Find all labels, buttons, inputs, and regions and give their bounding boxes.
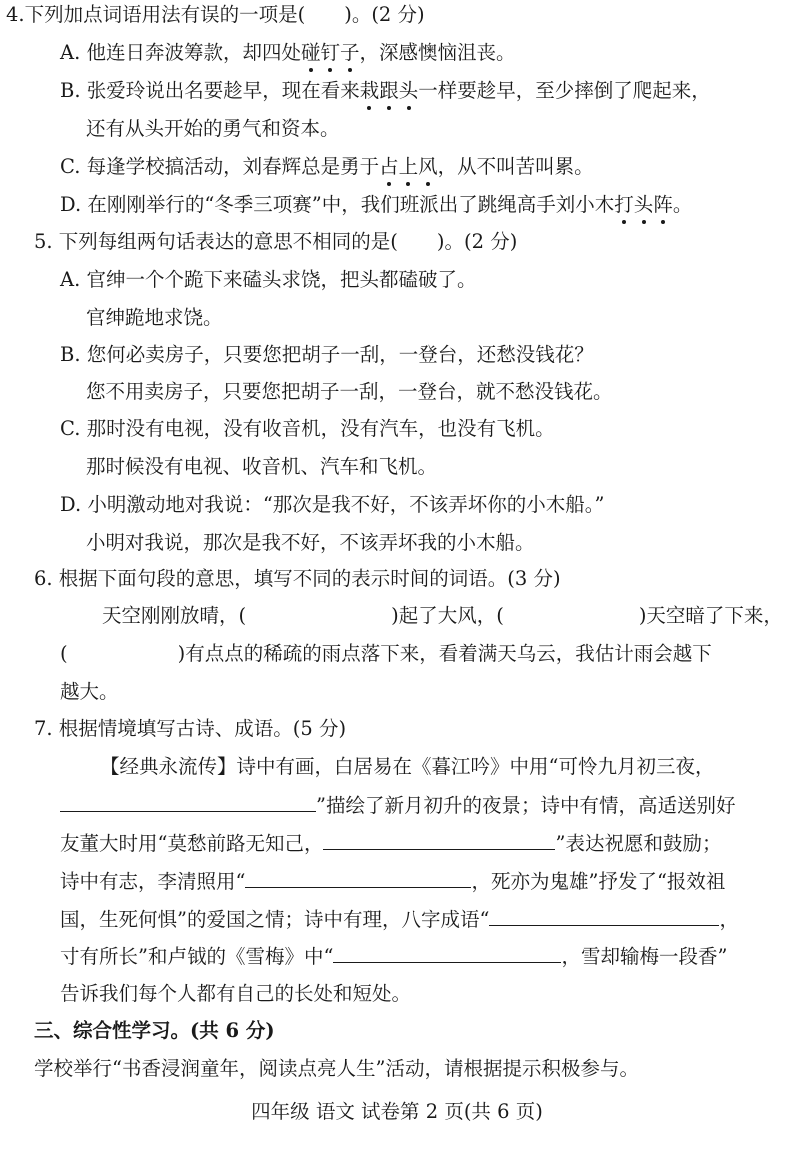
q7-line-2: ”描绘了新月初升的夜景；诗中有情，高适送别好 [60,793,735,818]
q5-option-d2: 小明对我说，那次是我不好，不该弄坏我的小木船。 [86,531,535,554]
q4-stem: 4.下列加点词语用法有误的一项是( )。(2 分) [6,3,425,26]
q7-line-1: 【经典永流传】诗中有画，白居易在《暮江吟》中用“可怜九月初三夜， [100,755,715,778]
q7-line-4: 诗中有志，李清照用“ ，死亦为鬼雄”抒发了“报效祖 [60,870,726,893]
section-3-intro: 学校举行“书香浸润童年，阅读点亮人生”活动，请根据提示积极参与。 [34,1057,639,1080]
page-footer: 四年级 语文 试卷第 2 页(共 6 页) [251,1100,543,1123]
q4-option-d: D. 在刚刚举行的“冬季三项赛”中，我们班派出了跳绳高手刘小木打头阵。 [60,193,693,216]
q7-line-3: 友董大时用“莫愁前路无知己， ”表达祝愿和鼓励； [60,832,722,855]
q5-option-a2: 官绅跪地求饶。 [86,306,223,329]
answer-blank-4[interactable] [489,907,719,926]
q5-option-a1: A. 官绅一个个跪下来磕头求饶，把头都磕破了。 [60,268,477,291]
answer-blank-5[interactable] [333,944,561,963]
q6-stem: 6. 根据下面句段的意思，填写不同的表示时间的词语。(3 分) [34,567,561,590]
answer-blank-2[interactable] [323,831,555,850]
q5-option-b1: B. 您何必卖房子，只要您把胡子一刮，一登台，还愁没钱花？ [60,343,594,366]
q5-option-d1: D. 小明激动地对我说：“那次是我不好，不该弄坏你的小木船。” [60,493,605,516]
q6-line-2: ( )有点点的稀疏的雨点落下来，看着满天乌云，我估计雨会越下 [60,642,712,665]
q6-line-1: 天空刚刚放晴，( )起了大风，( )天空暗了下来， [102,604,783,627]
q7-line-7: 告诉我们每个人都有自己的长处和短处。 [60,982,412,1005]
q4-option-b: B. 张爱玲说出名要趁早，现在看来栽跟头一样要趁早，至少摔倒了爬起来， [60,79,711,102]
section-3-title: 三、综合性学习。(共 6 分) [34,1019,275,1042]
answer-blank-3[interactable] [245,869,471,888]
q7-line-6: 寸有所长”和卢钺的《雪梅》中“ ，雪却输梅一段香” [60,945,728,968]
q5-option-c2: 那时候没有电视、收音机、汽车和飞机。 [86,455,438,478]
q4-option-a: A. 他连日奔波筹款，却四处碰钉子，深感懊恼沮丧。 [60,41,516,64]
q7-stem: 7. 根据情境填写古诗、成语。(5 分) [34,717,347,740]
q4-option-c: C. 每逢学校搞活动，刘春辉总是勇于占上风，从不叫苦叫累。 [60,155,594,178]
q5-stem: 5. 下列每组两句话表达的意思不相同的是( )。(2 分) [34,230,518,253]
q7-line-5: 国，生死何惧”的爱国之情；诗中有理，八字成语“ ， [60,908,739,931]
q5-option-b2: 您不用卖房子，只要您把胡子一刮，一登台，就不愁没钱花。 [86,380,613,403]
q4-option-b-cont: 还有从头开始的勇气和资本。 [86,117,340,140]
q5-option-c1: C. 那时没有电视，没有收音机，没有汽车，也没有飞机。 [60,417,555,440]
answer-blank-1[interactable] [60,793,316,812]
q6-line-3: 越大。 [60,680,119,703]
